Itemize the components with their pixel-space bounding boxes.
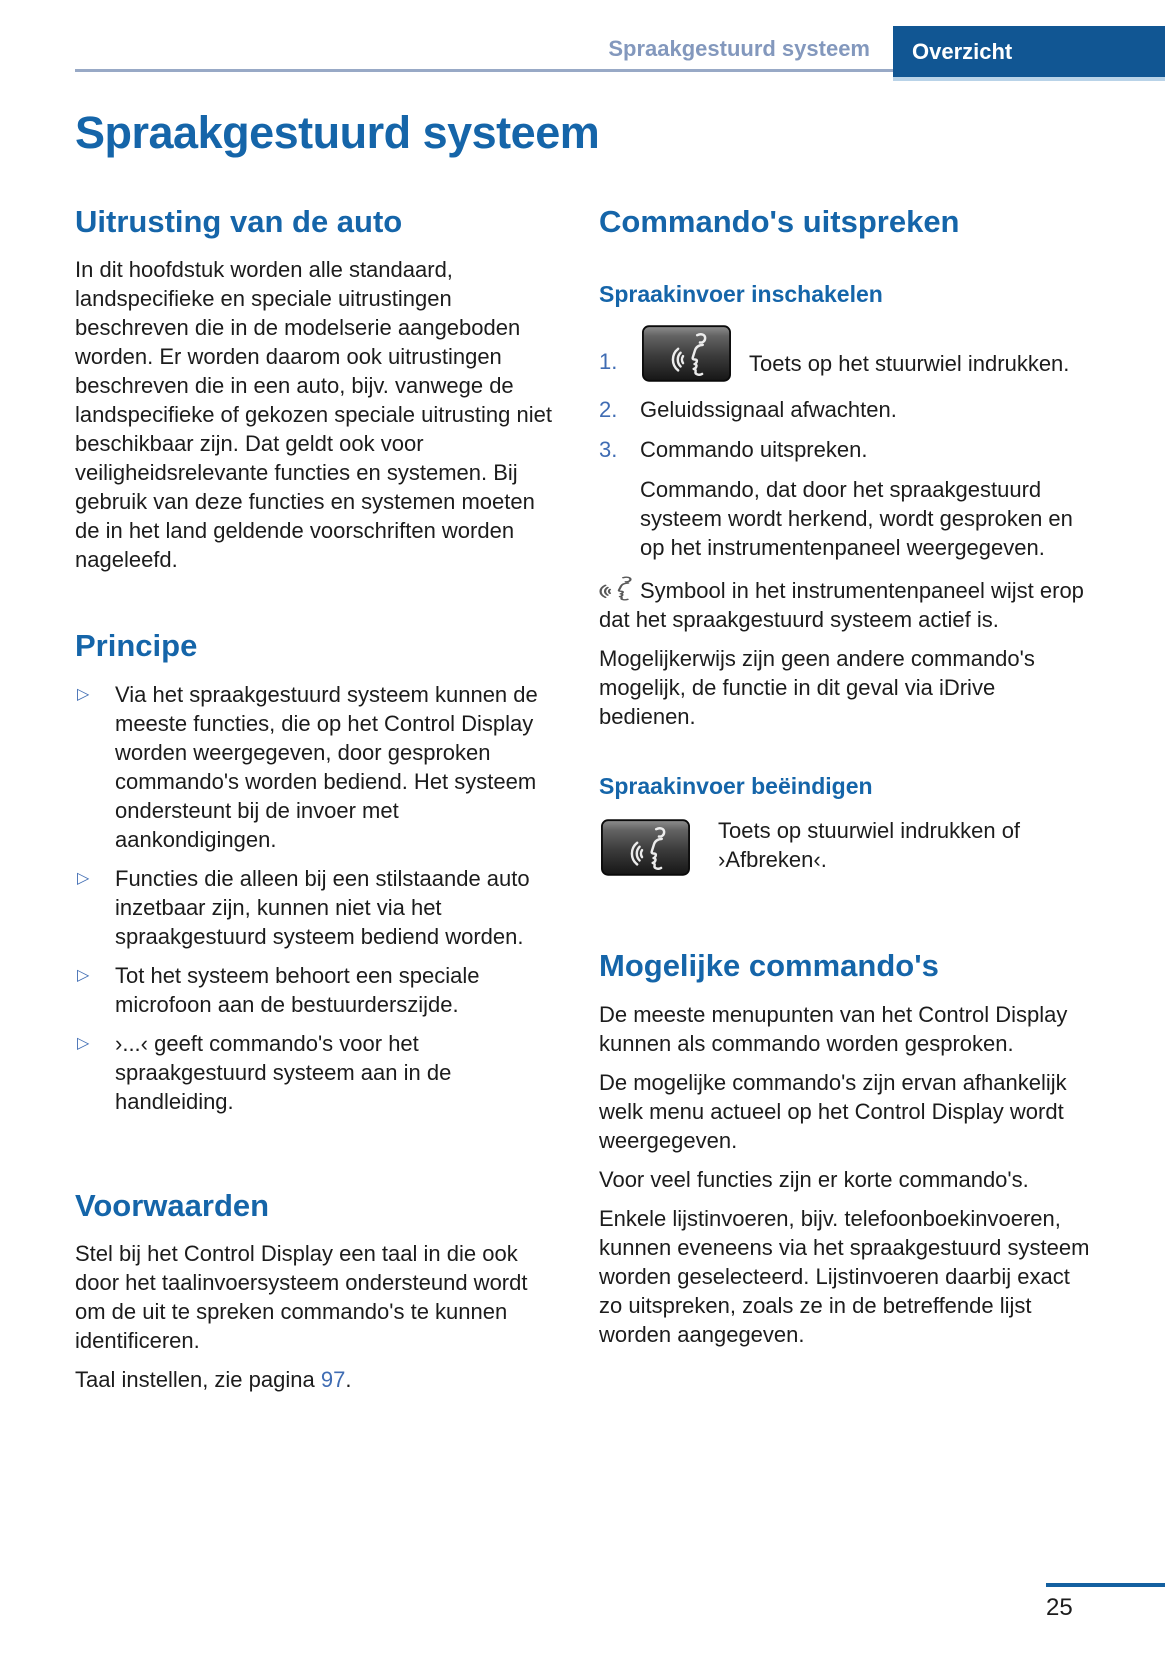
running-header-title: Spraakgestuurd systeem <box>608 36 870 61</box>
page-content <box>75 108 1091 1404</box>
step-number: 3. <box>599 436 618 462</box>
left-column <box>75 204 552 1405</box>
step-text: Geluidssignaal afwachten. <box>640 396 897 422</box>
footer-accent-bar <box>1046 1583 1165 1587</box>
step-item <box>599 325 1091 382</box>
voice-control-button-icon <box>640 325 733 382</box>
list-item <box>75 1029 552 1116</box>
possible-commands-paragraph: Voor veel functies zijn er korte commando's. <box>599 1166 1029 1192</box>
step-detail-paragraph: Commando, dat door het spraakgestuurd systeem wordt herkend, wordt gesproken en op het instrumentenpaneel weergegeven. <box>640 476 1073 560</box>
step-item <box>599 395 1091 424</box>
bullet-text: ›...‹ geeft commando's voor het spraakgestuurd systeem aan in de handleiding. <box>115 1030 452 1114</box>
conditions-paragraph: Stel bij het Control Display een taal in die ook door het taalinvoersysteem ondersteund wordt om de uit te spreken commando's te kunnen identificeren. <box>75 1241 528 1354</box>
possible-commands-paragraph: Enkele lijstinvoeren, bijv. telefoonboekinvoeren, kunnen eveneens via het spraakgestuurd systeem worden geselecteerd. Lijstinvoeren daarbij exact zo uitspreken, zoals ze in de betreffende lijst worden aangegeven. <box>599 1205 1090 1347</box>
symbol-note-paragraph <box>599 576 1091 634</box>
subheading-end-voice-input: Spraakinvoer beëindigen <box>599 772 873 799</box>
language-reference-text: Taal instellen, zie pagina <box>75 1367 321 1393</box>
section-heading-equipment: Uitrusting van de auto <box>75 203 403 239</box>
triangle-bullet-icon: ▷ <box>77 685 90 703</box>
equipment-paragraph: In dit hoofdstuk worden alle standaard, landspecifieke en speciale uitrustingen beschreven die in de modelserie aangeboden worden. Er worden daarom ook uitrustingen beschreven die in een auto, bijv. vanwege de landspecifieke of gekozen speciale uitrusting niet beschikbaar zijn. Dat geldt ook voor veiligheidsrelevante functies en systemen. Bij gebruik van deze functies en systemen moeten de in het land geldende voorschriften worden nageleefd. <box>75 257 552 573</box>
language-reference-line <box>75 1365 552 1394</box>
triangle-bullet-icon: ▷ <box>77 1034 90 1052</box>
page-reference-link[interactable]: 97 <box>320 1367 346 1393</box>
list-item <box>75 864 552 951</box>
step-number: 1. <box>599 348 618 374</box>
list-item <box>75 961 552 1019</box>
right-column <box>599 204 1091 1359</box>
bullet-text: Functies die alleen bij een stilstaande auto inzetbaar zijn, kunnen niet via het spraakgestuurd systeem bediend worden. <box>115 865 530 949</box>
header-rule <box>75 69 893 72</box>
idrive-note-paragraph: Mogelijkerwijs zijn geen andere commando's mogelijk, de functie in dit geval via iDrive bedienen. <box>599 645 1035 729</box>
possible-commands-paragraph: De meeste menupunten van het Control Display kunnen als commando worden gesproken. <box>599 1001 1068 1056</box>
step-text: Commando uitspreken. <box>640 436 868 462</box>
triangle-bullet-icon: ▷ <box>77 966 90 984</box>
chapter-tab-overzicht <box>893 26 1165 81</box>
step-text: Toets op het stuurwiel indrukken. <box>749 350 1070 376</box>
section-heading-speak-commands: Commando's uitspreken <box>599 203 960 239</box>
subheading-activate-voice-input: Spraakinvoer inschakelen <box>599 281 883 308</box>
section-heading-conditions: Voorwaarden <box>75 1187 270 1223</box>
language-reference-period: . <box>345 1367 352 1393</box>
voice-control-button-icon <box>599 819 692 876</box>
chapter-tab-label: Overzicht <box>912 38 1013 64</box>
bullet-text: Via het spraakgestuurd systeem kunnen de meeste functies, die op het Control Display worden weergegeven, door gesproken commando's worden bediend. Het systeem ondersteunt bij de invoer met aankondigingen. <box>115 681 538 852</box>
deactivate-instruction <box>599 816 1091 876</box>
page-title: Spraakgestuurd systeem <box>75 107 600 158</box>
step-number: 2. <box>599 396 618 422</box>
section-heading-possible-commands: Mogelijke commando's <box>599 948 939 984</box>
possible-commands-paragraph: De mogelijke commando's zijn ervan afhankelijk welk menu actueel op het Control Display wordt weergegeven. <box>599 1069 1067 1153</box>
voice-control-symbol-icon <box>599 576 633 601</box>
step-item <box>599 435 1091 464</box>
page-number: 25 <box>1046 1594 1073 1621</box>
deactivate-text: Toets op stuurwiel indrukken of ›Afbreken‹. <box>718 818 1021 873</box>
list-item <box>75 680 552 854</box>
bullet-text: Tot het systeem behoort een speciale microfoon aan de bestuurderszijde. <box>115 962 480 1017</box>
section-heading-principle: Principe <box>75 628 198 664</box>
triangle-bullet-icon: ▷ <box>77 869 90 887</box>
symbol-note-text: Symbool in het instrumentenpaneel wijst erop dat het spraakgestuurd systeem actief is. <box>599 577 1084 632</box>
